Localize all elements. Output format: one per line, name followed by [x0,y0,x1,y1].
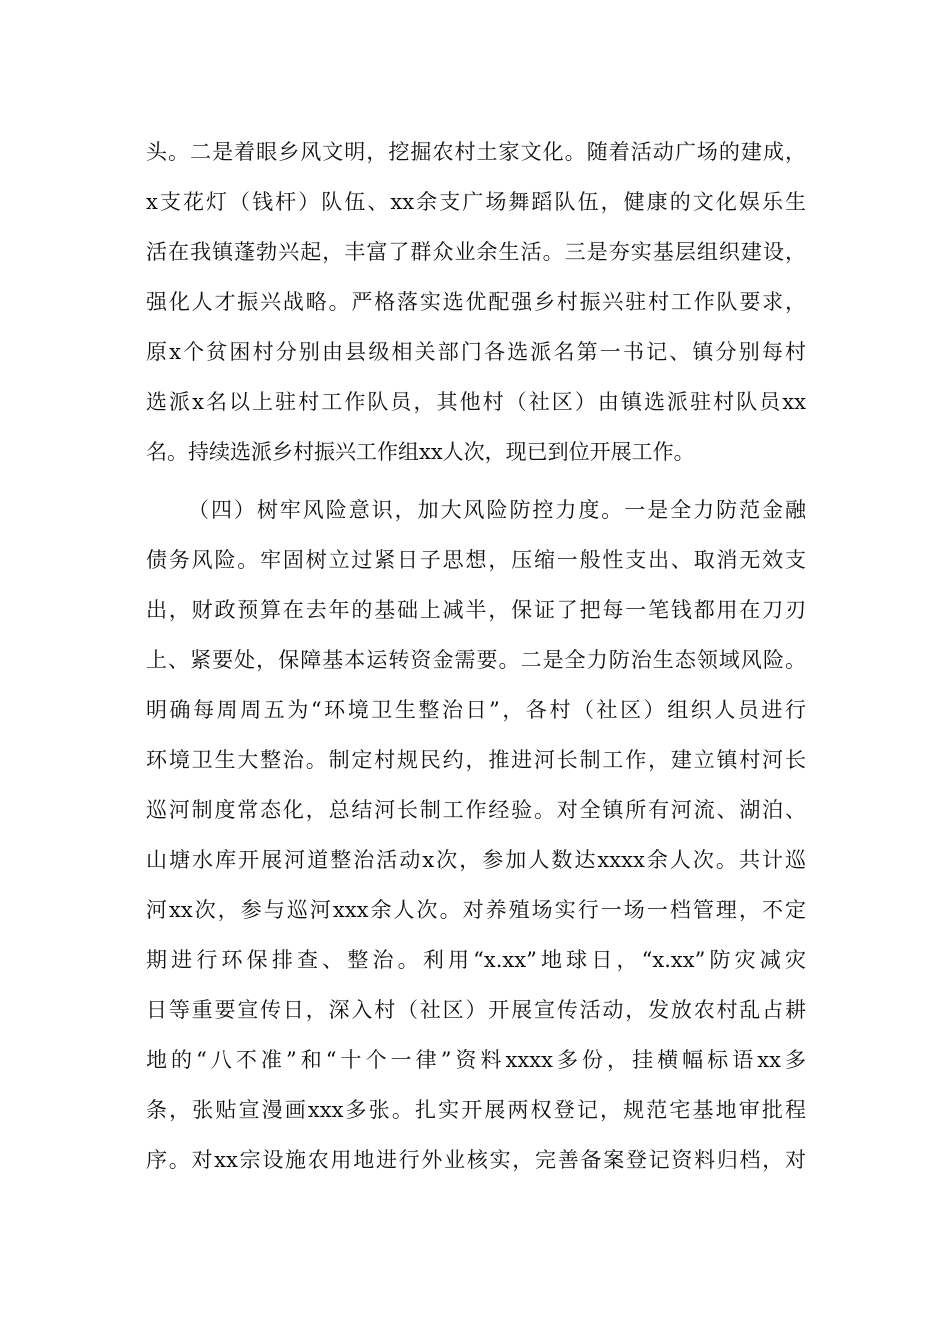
paragraph-1-line-3: 活在我镇蓬勃兴起，丰富了群众业余生活。三是夯实基层组织建设， [146,240,806,264]
paragraph-2-line-2: 债务风险。牢固树立过紧日子思想，压缩一般性支出、取消无效支 [146,548,806,572]
paragraph-2-line-14: 序。对xx宗设施农用地进行外业核实，完善备案登记资料归档，对 [146,1148,806,1172]
paragraph-2-line-7: 巡河制度常态化，总结河长制工作经验。对全镇所有河流、湖泊、 [146,798,806,822]
paragraph-1-line-2: x支花灯（钱杆）队伍、xx余支广场舞蹈队伍，健康的文化娱乐生 [146,190,806,214]
paragraph-1-line-6: 选派x名以上驻村工作队员，其他村（社区）由镇选派驻村队员xx [146,390,806,414]
paragraph-1-line-5: 原x个贫困村分别由县级相关部门各选派名第一书记、镇分别每村 [146,340,806,364]
paragraph-2-line-9: 河xx次，参与巡河xxx余人次。对养殖场实行一场一档管理，不定 [146,898,806,922]
paragraph-2-line-12: 地的“八不准”和“十个一律”资料xxxx多份，挂横幅标语xx多 [146,1048,806,1072]
paragraph-2-line-6: 环境卫生大整治。制定村规民约，推进河长制工作，建立镇村河长 [146,748,806,772]
paragraph-2-line-13: 条，张贴宣漫画xxx多张。扎实开展两权登记，规范宅基地审批程 [146,1098,806,1122]
paragraph-2-line-1: （四）树牢风险意识，加大风险防控力度。一是全力防范金融 [188,498,806,522]
paragraph-2-line-5: 明确每周周五为“环境卫生整治日”，各村（社区）组织人员进行 [146,698,806,722]
paragraph-1-line-1: 头。二是着眼乡风文明，挖掘农村土家文化。随着活动广场的建成， [146,140,806,164]
paragraph-2-line-4: 上、紧要处，保障基本运转资金需要。二是全力防治生态领域风险。 [146,648,806,672]
paragraph-1-line-4: 强化人才振兴战略。严格落实选优配强乡村振兴驻村工作队要求， [146,290,806,314]
paragraph-2-line-8: 山塘水库开展河道整治活动x次，参加人数达xxxx余人次。共计巡 [146,848,806,872]
paragraph-2-line-11: 日等重要宣传日，深入村（社区）开展宣传活动，发放农村乱占耕 [146,998,806,1022]
paragraph-1-line-7: 名。持续选派乡村振兴工作组xx人次，现已到位开展工作。 [146,440,695,464]
paragraph-2-line-3: 出，财政预算在去年的基础上减半，保证了把每一笔钱都用在刀刃 [146,598,806,622]
paragraph-2-line-10: 期进行环保排查、整治。利用“x.xx”地球日，“x.xx”防灾减灾 [146,948,806,972]
